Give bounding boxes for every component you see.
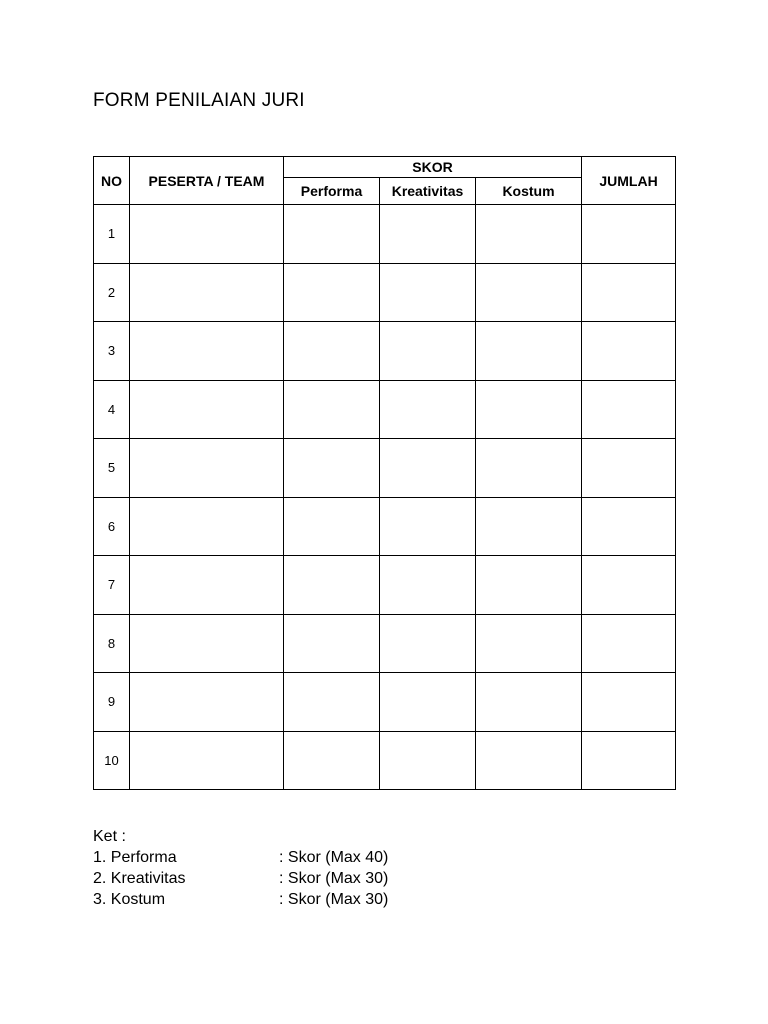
- table-row: [94, 556, 676, 615]
- participant-cell[interactable]: [130, 263, 284, 322]
- kostum-cell[interactable]: [476, 497, 582, 556]
- table-row: [94, 205, 676, 264]
- total-cell[interactable]: [582, 380, 676, 439]
- note-item-name: 2. Kreativitas: [93, 870, 186, 887]
- total-cell[interactable]: [582, 263, 676, 322]
- kreativitas-cell[interactable]: [380, 263, 476, 322]
- row-number: 3: [94, 322, 130, 381]
- total-cell[interactable]: [582, 614, 676, 673]
- kostum-cell[interactable]: [476, 673, 582, 732]
- kostum-cell[interactable]: [476, 322, 582, 381]
- total-cell[interactable]: [582, 322, 676, 381]
- note-item-name: 3. Kostum: [93, 891, 166, 908]
- participant-cell[interactable]: [130, 556, 284, 615]
- table-row: [94, 731, 676, 790]
- total-cell[interactable]: [582, 731, 676, 790]
- total-cell[interactable]: [582, 439, 676, 498]
- kostum-cell[interactable]: [476, 205, 582, 264]
- kreativitas-cell[interactable]: [380, 380, 476, 439]
- kreativitas-cell[interactable]: [380, 614, 476, 673]
- row-number: 8: [94, 614, 130, 673]
- kreativitas-cell[interactable]: [380, 497, 476, 556]
- note-item: [93, 889, 388, 910]
- note-item-value: : Skor (Max 40): [279, 849, 389, 866]
- performa-cell[interactable]: [284, 263, 380, 322]
- row-number: 7: [94, 556, 130, 615]
- row-number: 5: [94, 439, 130, 498]
- note-item-value: : Skor (Max 30): [279, 891, 389, 908]
- participant-cell[interactable]: [130, 673, 284, 732]
- performa-cell[interactable]: [284, 497, 380, 556]
- performa-cell[interactable]: [284, 556, 380, 615]
- notes-section: [93, 826, 388, 910]
- participant-cell[interactable]: [130, 439, 284, 498]
- kreativitas-cell[interactable]: [380, 439, 476, 498]
- table-row: [94, 614, 676, 673]
- table-row: [94, 380, 676, 439]
- note-item: [93, 868, 388, 889]
- kreativitas-cell[interactable]: [380, 731, 476, 790]
- participant-cell[interactable]: [130, 322, 284, 381]
- header-performa: Performa: [284, 178, 380, 205]
- total-cell[interactable]: [582, 556, 676, 615]
- performa-cell[interactable]: [284, 673, 380, 732]
- header-no: NO: [94, 157, 130, 205]
- row-number: 4: [94, 380, 130, 439]
- kostum-cell[interactable]: [476, 380, 582, 439]
- kostum-cell[interactable]: [476, 614, 582, 673]
- total-cell[interactable]: [582, 673, 676, 732]
- kreativitas-cell[interactable]: [380, 556, 476, 615]
- kostum-cell[interactable]: [476, 263, 582, 322]
- kostum-cell[interactable]: [476, 439, 582, 498]
- performa-cell[interactable]: [284, 322, 380, 381]
- total-cell[interactable]: [582, 497, 676, 556]
- header-kreativitas: Kreativitas: [380, 178, 476, 205]
- performa-cell[interactable]: [284, 439, 380, 498]
- total-cell[interactable]: [582, 205, 676, 264]
- table-row: [94, 263, 676, 322]
- header-score-group: SKOR: [284, 157, 582, 178]
- page-title: FORM PENILAIAN JURI: [93, 90, 305, 111]
- row-number: 1: [94, 205, 130, 264]
- performa-cell[interactable]: [284, 614, 380, 673]
- row-number: 10: [94, 731, 130, 790]
- header-total: JUMLAH: [582, 157, 676, 205]
- kreativitas-cell[interactable]: [380, 322, 476, 381]
- table-row: [94, 673, 676, 732]
- table-row: [94, 322, 676, 381]
- header-kostum: Kostum: [476, 178, 582, 205]
- score-table: [93, 156, 676, 790]
- notes-heading: Ket :: [93, 828, 126, 845]
- participant-cell[interactable]: [130, 614, 284, 673]
- performa-cell[interactable]: [284, 205, 380, 264]
- participant-cell[interactable]: [130, 380, 284, 439]
- kostum-cell[interactable]: [476, 556, 582, 615]
- row-number: 9: [94, 673, 130, 732]
- note-item: [93, 847, 388, 868]
- kreativitas-cell[interactable]: [380, 205, 476, 264]
- table-row: [94, 439, 676, 498]
- performa-cell[interactable]: [284, 731, 380, 790]
- note-item-name: 1. Performa: [93, 849, 177, 866]
- kreativitas-cell[interactable]: [380, 673, 476, 732]
- participant-cell[interactable]: [130, 205, 284, 264]
- header-participant: PESERTA / TEAM: [130, 157, 284, 205]
- row-number: 2: [94, 263, 130, 322]
- row-number: 6: [94, 497, 130, 556]
- performa-cell[interactable]: [284, 380, 380, 439]
- participant-cell[interactable]: [130, 731, 284, 790]
- participant-cell[interactable]: [130, 497, 284, 556]
- table-row: [94, 497, 676, 556]
- note-item-value: : Skor (Max 30): [279, 870, 389, 887]
- kostum-cell[interactable]: [476, 731, 582, 790]
